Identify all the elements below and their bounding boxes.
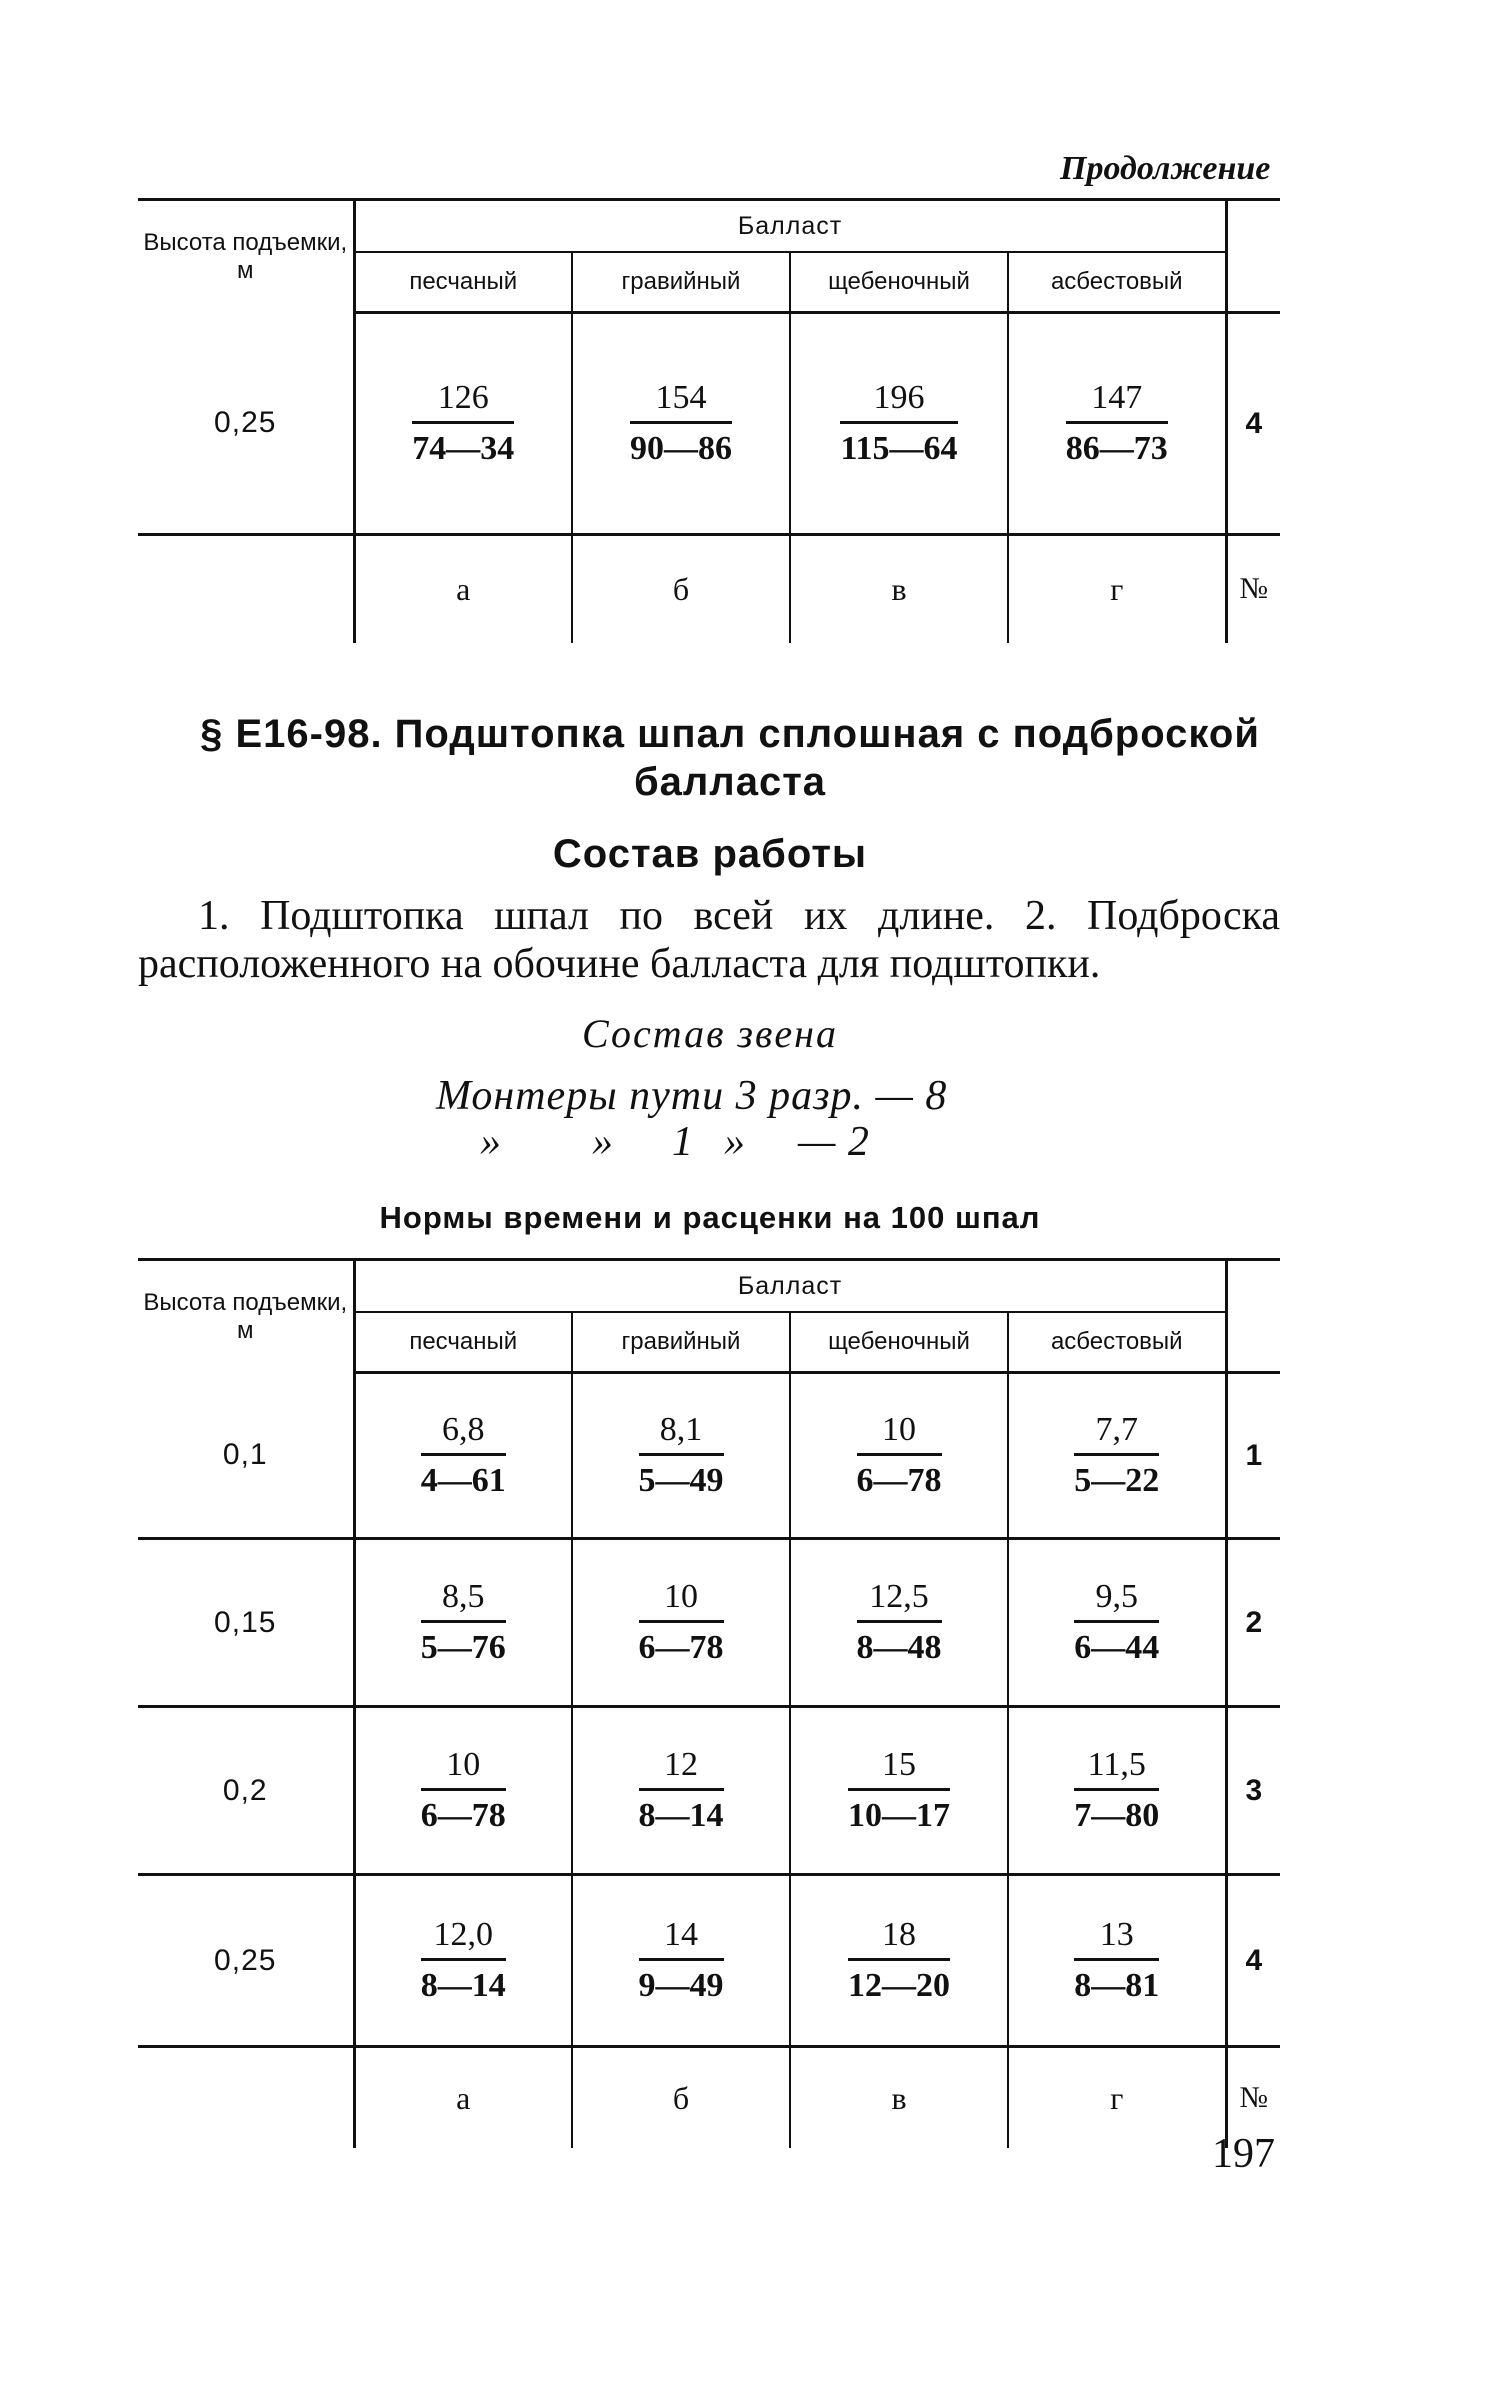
height-column-header: Высота подъемки, м bbox=[138, 200, 354, 313]
row-number: 1 bbox=[1226, 1373, 1280, 1539]
column-header-gravel: гравийный bbox=[572, 252, 790, 313]
column-letters-row bbox=[138, 2047, 1280, 2149]
section-title: § Е16-98. Подштопка шпал сплошная с подброской балласта bbox=[200, 712, 1260, 804]
norm-cell: $\frac{8,1}{5—49}$ bbox=[572, 1373, 790, 1539]
row-number: 2 bbox=[1226, 1539, 1280, 1707]
row-number: 4 bbox=[1226, 313, 1280, 535]
row-height-value: 0,1 bbox=[138, 1373, 354, 1539]
norms-table-main bbox=[138, 1258, 1280, 2148]
crew-line-1: Монтеры пути 3 разр. — 8 bbox=[436, 1073, 948, 1119]
norm-cell: $\frac{13}{8—81}$ bbox=[1008, 1875, 1226, 2047]
page-number: 197 bbox=[1212, 2131, 1275, 2177]
column-letter: в bbox=[790, 535, 1008, 643]
letters-row-blank bbox=[138, 535, 354, 643]
ballast-group-header: Балласт bbox=[354, 200, 1226, 253]
column-header-gravel: гравийный bbox=[572, 1312, 790, 1373]
column-letters-row bbox=[138, 535, 1280, 643]
norm-cell: $\frac{10}{6—78}$ bbox=[572, 1539, 790, 1707]
column-letter: б bbox=[572, 535, 790, 643]
crew-composition-heading: Состав звена bbox=[581, 1011, 838, 1056]
work-composition-heading: Состав работы bbox=[552, 832, 868, 876]
row-height-value: 0,2 bbox=[138, 1707, 354, 1875]
norm-cell: $\frac{154}{90—86}$ bbox=[572, 313, 790, 535]
crew-line-2: » » 1 » — 2 bbox=[480, 1119, 870, 1165]
table-row bbox=[138, 1707, 1280, 1875]
norm-cell: $\frac{11,5}{7—80}$ bbox=[1008, 1707, 1226, 1875]
table-row bbox=[138, 313, 1280, 535]
row-height-value: 0,15 bbox=[138, 1539, 354, 1707]
norm-cell: $\frac{9,5}{6—44}$ bbox=[1008, 1539, 1226, 1707]
row-height-value: 0,25 bbox=[138, 313, 354, 535]
norm-cell: $\frac{126}{74—34}$ bbox=[354, 313, 572, 535]
row-number: 4 bbox=[1226, 1875, 1280, 2047]
norm-cell: $\frac{10}{6—78}$ bbox=[354, 1707, 572, 1875]
column-header-crushed-stone: щебеночный bbox=[790, 252, 1008, 313]
column-header-sandy: песчаный bbox=[354, 1312, 572, 1373]
height-column-header: Высота подъемки, м bbox=[138, 1260, 354, 1373]
norm-cell: $\frac{147}{86—73}$ bbox=[1008, 313, 1226, 535]
norms-table-continuation bbox=[138, 198, 1280, 643]
norm-cell: $\frac{196}{115—64}$ bbox=[790, 313, 1008, 535]
table-row bbox=[138, 1539, 1280, 1707]
norm-cell: $\frac{18}{12—20}$ bbox=[790, 1875, 1008, 2047]
number-sign: № bbox=[1226, 2047, 1280, 2149]
number-column-header bbox=[1226, 1260, 1280, 1373]
table-row bbox=[138, 1373, 1280, 1539]
norm-cell: $\frac{8,5}{5—76}$ bbox=[354, 1539, 572, 1707]
number-column-header bbox=[1226, 200, 1280, 313]
number-sign: № bbox=[1226, 535, 1280, 643]
column-header-crushed-stone: щебеночный bbox=[790, 1312, 1008, 1373]
column-letter: г bbox=[1110, 570, 1124, 607]
continuation-label: Продолжение bbox=[1060, 150, 1271, 187]
column-header-asbestos: асбестовый bbox=[1008, 1312, 1226, 1373]
norm-cell: $\frac{12,5}{8—48}$ bbox=[790, 1539, 1008, 1707]
column-letter: б bbox=[572, 2047, 790, 2149]
letters-row-blank bbox=[138, 2047, 354, 2149]
row-number: 3 bbox=[1226, 1707, 1280, 1875]
work-composition-text: 1. Подштопка шпал по всей их длине. 2. Подброска расположенного на обочине балласта для подштопки. bbox=[138, 893, 1280, 987]
norm-cell: $\frac{14}{9—49}$ bbox=[572, 1875, 790, 2047]
ballast-group-header: Балласт bbox=[354, 1260, 1226, 1313]
norm-cell: $\frac{6,8}{4—61}$ bbox=[354, 1373, 572, 1539]
column-letter: г bbox=[1110, 2079, 1124, 2116]
norm-cell: $\frac{12}{8—14}$ bbox=[572, 1707, 790, 1875]
column-letter: а bbox=[354, 535, 572, 643]
column-letter: а bbox=[354, 2047, 572, 2149]
column-letter: в bbox=[790, 2047, 1008, 2149]
norms-table-caption: Нормы времени и расценки на 100 шпал bbox=[379, 1200, 1041, 1235]
row-height-value: 0,25 bbox=[138, 1875, 354, 2047]
table-row bbox=[138, 1875, 1280, 2047]
column-header-asbestos: асбестовый bbox=[1008, 252, 1226, 313]
norm-cell: $\frac{12,0}{8—14}$ bbox=[354, 1875, 572, 2047]
column-header-sandy: песчаный bbox=[354, 252, 572, 313]
norm-cell: $\frac{15}{10—17}$ bbox=[790, 1707, 1008, 1875]
norm-cell: $\frac{10}{6—78}$ bbox=[790, 1373, 1008, 1539]
norm-cell: $\frac{7,7}{5—22}$ bbox=[1008, 1373, 1226, 1539]
